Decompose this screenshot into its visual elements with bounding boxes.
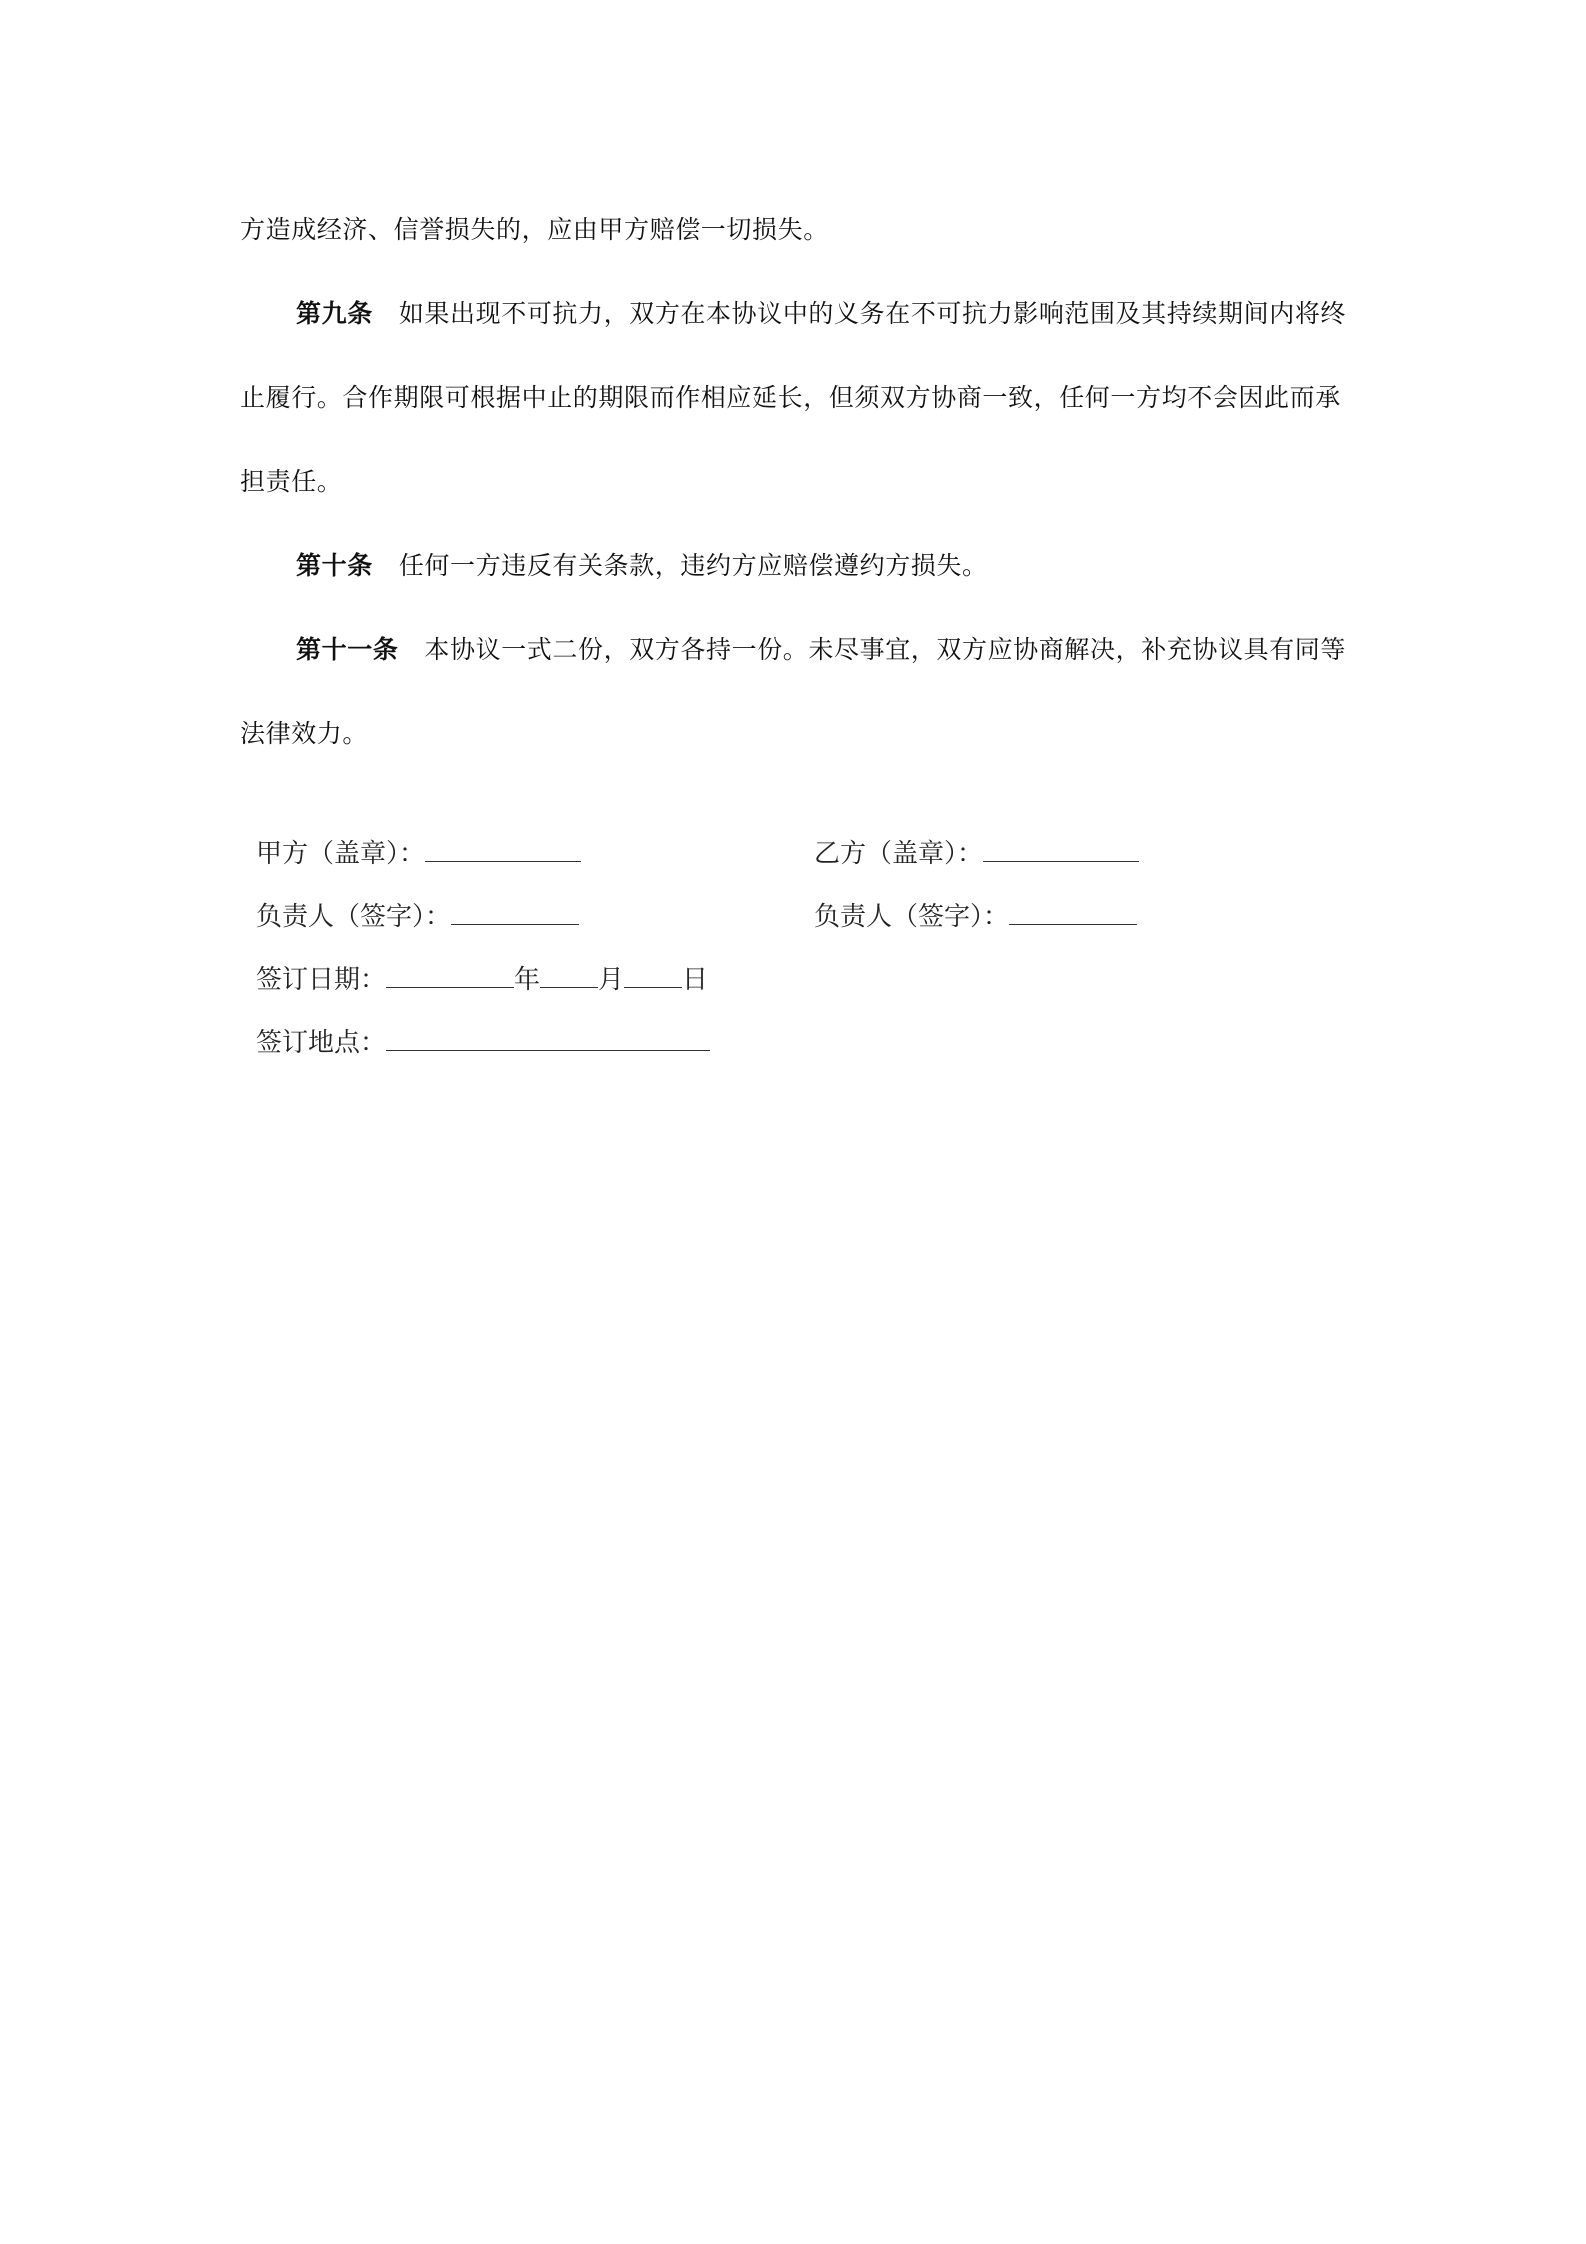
day-blank[interactable]	[624, 961, 682, 988]
party-b-responsible-label: 负责人（签字）：	[814, 902, 1010, 932]
article-10-text: 任何一方违反有关条款，违约方应赔偿遵约方损失。	[398, 551, 988, 580]
party-b-signature-blank[interactable]	[1009, 898, 1137, 925]
signing-place-line	[256, 1024, 710, 1059]
party-a-responsible-line	[256, 898, 579, 933]
party-a-signature-blank[interactable]	[451, 898, 579, 925]
year-blank[interactable]	[386, 961, 514, 988]
article-9	[240, 272, 1350, 524]
month-label: 月	[598, 965, 625, 995]
day-label: 日	[682, 965, 709, 995]
party-a-seal-line	[256, 835, 581, 870]
paragraph-continuation: 方造成经济、信誉损失的，应由甲方赔偿一切损失。	[240, 215, 829, 244]
party-a-seal-label: 甲方（盖章）：	[256, 839, 426, 869]
article-9-heading: 第九条	[296, 299, 373, 328]
article-9-text: 如果出现不可抗力，双方在本协议中的义务在不可抗力影响范围及其持续期间内将终止履行。合作期限可根据中止的期限而作相应延长，但须双方协商一致，任何一方均不会因此而承担责任。	[240, 299, 1347, 496]
party-b-seal-label: 乙方（盖章）：	[814, 839, 984, 869]
signing-date-line	[256, 961, 708, 996]
party-b-seal-line	[814, 835, 1139, 870]
party-b-seal-blank[interactable]	[983, 835, 1139, 862]
year-label: 年	[514, 965, 541, 995]
signing-place-label: 签订地点：	[256, 1028, 387, 1058]
party-b-responsible-line	[814, 898, 1137, 933]
article-10	[240, 524, 1350, 608]
signing-place-blank[interactable]	[386, 1024, 710, 1051]
month-blank[interactable]	[540, 961, 598, 988]
article-10-heading: 第十条	[296, 551, 373, 580]
article-11-text: 本协议一式二份，双方各持一份。未尽事宜，双方应协商解决，补充协议具有同等法律效力。	[240, 635, 1347, 748]
signing-date-label: 签订日期：	[256, 965, 387, 995]
party-a-responsible-label: 负责人（签字）：	[256, 902, 452, 932]
article-11	[240, 608, 1350, 776]
party-a-seal-blank[interactable]	[425, 835, 581, 862]
article-11-heading: 第十一条	[296, 635, 399, 664]
